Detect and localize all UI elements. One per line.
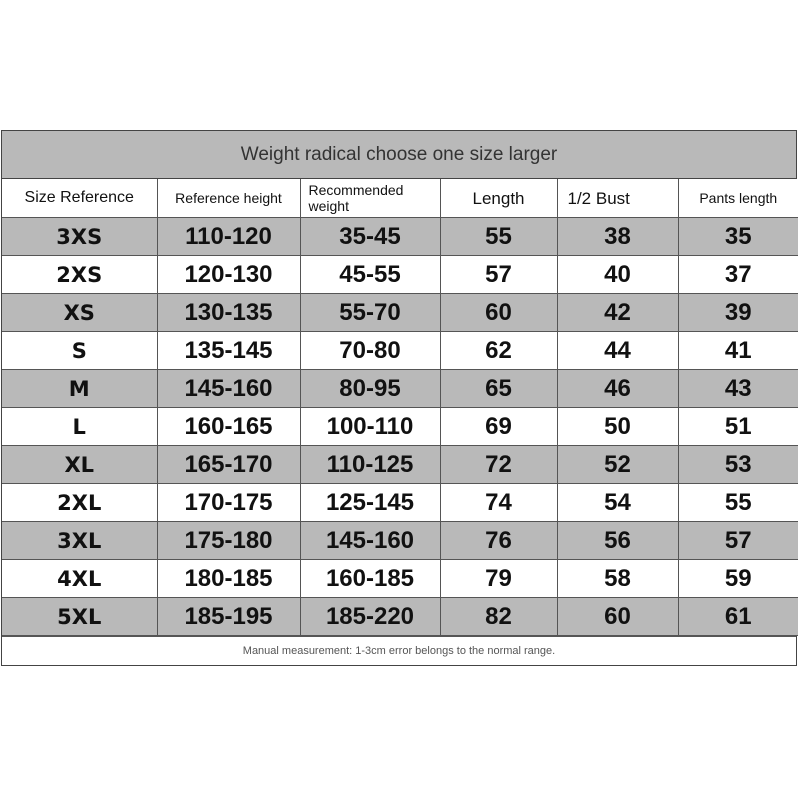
size-cell: 2XL [2, 484, 157, 522]
weight-cell: 100-110 [300, 408, 440, 446]
bust-cell: 60 [557, 598, 678, 636]
bust-cell: 54 [557, 484, 678, 522]
header-size-reference: Size Reference [2, 179, 157, 218]
measurement-note: Manual measurement: 1-3cm error belongs to the normal range. [2, 636, 796, 665]
height-cell: 175-180 [157, 522, 300, 560]
height-cell: 170-175 [157, 484, 300, 522]
pants-length-cell: 39 [678, 294, 798, 332]
pants-length-cell: 59 [678, 560, 798, 598]
height-cell: 110-120 [157, 218, 300, 256]
pants-length-cell: 43 [678, 370, 798, 408]
size-cell: 3XL [2, 522, 157, 560]
weight-cell: 70-80 [300, 332, 440, 370]
table-row [2, 484, 798, 522]
length-cell: 60 [440, 294, 557, 332]
weight-cell: 110-125 [300, 446, 440, 484]
table-row [2, 294, 798, 332]
pants-length-cell: 51 [678, 408, 798, 446]
height-cell: 160-165 [157, 408, 300, 446]
chart-title: Weight radical choose one size larger [2, 131, 796, 179]
height-cell: 130-135 [157, 294, 300, 332]
weight-cell: 80-95 [300, 370, 440, 408]
pants-length-cell: 57 [678, 522, 798, 560]
table-row [2, 446, 798, 484]
table-row [2, 370, 798, 408]
length-cell: 79 [440, 560, 557, 598]
bust-cell: 42 [557, 294, 678, 332]
height-cell: 120-130 [157, 256, 300, 294]
header-pants-length: Pants length [678, 179, 798, 218]
table-row [2, 522, 798, 560]
header-recommended-weight: Recommended weight [300, 179, 440, 218]
weight-cell: 125-145 [300, 484, 440, 522]
bust-cell: 56 [557, 522, 678, 560]
pants-length-cell: 35 [678, 218, 798, 256]
size-cell: 5XL [2, 598, 157, 636]
length-cell: 62 [440, 332, 557, 370]
weight-cell: 160-185 [300, 560, 440, 598]
table-row [2, 332, 798, 370]
length-cell: 55 [440, 218, 557, 256]
weight-cell: 185-220 [300, 598, 440, 636]
pants-length-cell: 53 [678, 446, 798, 484]
length-cell: 82 [440, 598, 557, 636]
length-cell: 74 [440, 484, 557, 522]
size-cell: L [2, 408, 157, 446]
height-cell: 135-145 [157, 332, 300, 370]
size-cell: 2XS [2, 256, 157, 294]
bust-cell: 50 [557, 408, 678, 446]
length-cell: 72 [440, 446, 557, 484]
header-row [2, 179, 798, 218]
bust-cell: 52 [557, 446, 678, 484]
height-cell: 165-170 [157, 446, 300, 484]
weight-cell: 55-70 [300, 294, 440, 332]
height-cell: 185-195 [157, 598, 300, 636]
header-length: Length [440, 179, 557, 218]
table-row [2, 408, 798, 446]
table-row [2, 256, 798, 294]
table-row [2, 218, 798, 256]
header-reference-height: Reference height [157, 179, 300, 218]
pants-length-cell: 37 [678, 256, 798, 294]
bust-cell: 38 [557, 218, 678, 256]
size-cell: XS [2, 294, 157, 332]
bust-cell: 58 [557, 560, 678, 598]
table-row [2, 598, 798, 636]
bust-cell: 46 [557, 370, 678, 408]
size-cell: M [2, 370, 157, 408]
weight-cell: 35-45 [300, 218, 440, 256]
pants-length-cell: 61 [678, 598, 798, 636]
length-cell: 65 [440, 370, 557, 408]
length-cell: 76 [440, 522, 557, 560]
size-chart [1, 130, 797, 666]
height-cell: 145-160 [157, 370, 300, 408]
height-cell: 180-185 [157, 560, 300, 598]
size-cell: 4XL [2, 560, 157, 598]
header-half-bust: 1/2 Bust [557, 179, 678, 218]
bust-cell: 40 [557, 256, 678, 294]
pants-length-cell: 55 [678, 484, 798, 522]
size-table [2, 179, 798, 636]
size-cell: XL [2, 446, 157, 484]
weight-cell: 145-160 [300, 522, 440, 560]
table-row [2, 560, 798, 598]
length-cell: 69 [440, 408, 557, 446]
weight-cell: 45-55 [300, 256, 440, 294]
pants-length-cell: 41 [678, 332, 798, 370]
size-cell: S [2, 332, 157, 370]
bust-cell: 44 [557, 332, 678, 370]
length-cell: 57 [440, 256, 557, 294]
size-cell: 3XS [2, 218, 157, 256]
